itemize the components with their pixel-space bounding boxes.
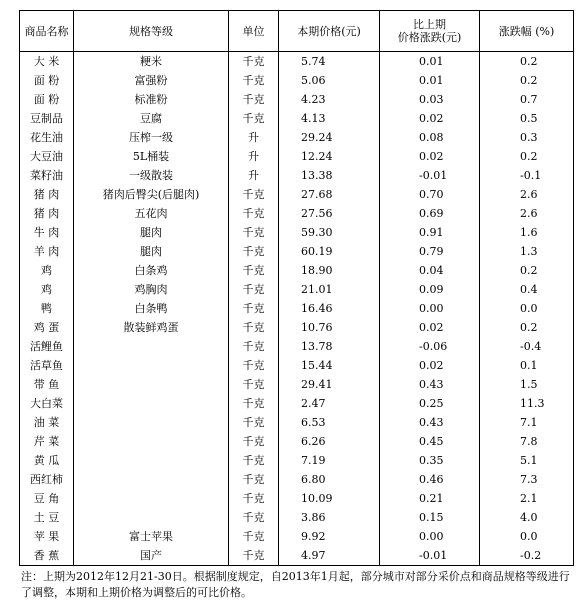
cell-change: -0.01: [380, 166, 480, 185]
table-row: [20, 185, 574, 204]
cell-unit: 千克: [229, 470, 279, 489]
cell-spec: [74, 470, 229, 489]
cell-name: 大白菜: [20, 394, 74, 413]
header-row: [20, 11, 574, 52]
table-row: [20, 280, 574, 299]
cell-change: -0.01: [380, 546, 480, 566]
footnote: 注：上期为2012年12月21-30日。根据制度规定，自2013年1月起，部分城市对部分采价点和商品规格等级进行了调整，本期和上期价格为调整后的可比价格。: [21, 570, 570, 599]
cell-spec: 标准粉: [74, 90, 229, 109]
cell-pct: 0.1: [480, 356, 574, 375]
table-row: [20, 204, 574, 223]
cell-spec: 散装鲜鸡蛋: [74, 318, 229, 337]
cell-spec: 白条鸡: [74, 261, 229, 280]
cell-price: 9.92: [279, 527, 380, 546]
cell-name: 活鲤鱼: [20, 337, 74, 356]
cell-unit: 千克: [229, 318, 279, 337]
cell-pct: 2.6: [480, 204, 574, 223]
table-header: [20, 11, 574, 52]
cell-pct: 7.1: [480, 413, 574, 432]
cell-unit: 千克: [229, 109, 279, 128]
cell-price: 12.24: [279, 147, 380, 166]
price-document: [19, 10, 573, 601]
cell-price: 2.47: [279, 394, 380, 413]
cell-spec: [74, 508, 229, 527]
cell-name: 鸡 蛋: [20, 318, 74, 337]
cell-unit: 千克: [229, 489, 279, 508]
cell-change: 0.01: [380, 71, 480, 90]
cell-unit: 千克: [229, 185, 279, 204]
cell-unit: 升: [229, 166, 279, 185]
cell-unit: 千克: [229, 375, 279, 394]
cell-name: 土 豆: [20, 508, 74, 527]
cell-pct: 4.0: [480, 508, 574, 527]
cell-spec: 一级散装: [74, 166, 229, 185]
cell-pct: -0.4: [480, 337, 574, 356]
table-row: [20, 394, 574, 413]
cell-name: 羊 肉: [20, 242, 74, 261]
cell-change: 0.45: [380, 432, 480, 451]
cell-spec: [74, 413, 229, 432]
cell-pct: 1.5: [480, 375, 574, 394]
cell-price: 59.30: [279, 223, 380, 242]
cell-change: 0.15: [380, 508, 480, 527]
cell-change: 0.02: [380, 147, 480, 166]
cell-spec: 豆腐: [74, 109, 229, 128]
cell-change: 0.35: [380, 451, 480, 470]
cell-pct: 2.1: [480, 489, 574, 508]
cell-price: 13.78: [279, 337, 380, 356]
cell-change: 0.02: [380, 109, 480, 128]
cell-name: 面 粉: [20, 90, 74, 109]
cell-name: 鸡: [20, 261, 74, 280]
cell-spec: [74, 432, 229, 451]
table-row: [20, 470, 574, 489]
cell-unit: 升: [229, 147, 279, 166]
cell-spec: 压榨一级: [74, 128, 229, 147]
cell-pct: 0.3: [480, 128, 574, 147]
cell-unit: 千克: [229, 299, 279, 318]
cell-name: 活草鱼: [20, 356, 74, 375]
cell-name: 鸡: [20, 280, 74, 299]
header-change-line2: 价格涨跌(元): [397, 31, 462, 44]
cell-change: 0.69: [380, 204, 480, 223]
cell-spec: 粳米: [74, 52, 229, 72]
cell-unit: 千克: [229, 394, 279, 413]
cell-unit: 千克: [229, 432, 279, 451]
cell-change: 0.25: [380, 394, 480, 413]
cell-price: 6.53: [279, 413, 380, 432]
cell-pct: -0.1: [480, 166, 574, 185]
table-row: [20, 128, 574, 147]
cell-pct: 0.4: [480, 280, 574, 299]
cell-unit: 千克: [229, 90, 279, 109]
cell-spec: 富强粉: [74, 71, 229, 90]
cell-price: 16.46: [279, 299, 380, 318]
cell-spec: [74, 337, 229, 356]
cell-pct: 0.0: [480, 299, 574, 318]
cell-pct: 1.3: [480, 242, 574, 261]
cell-price: 13.38: [279, 166, 380, 185]
cell-change: 0.03: [380, 90, 480, 109]
cell-pct: 2.6: [480, 185, 574, 204]
cell-spec: 白条鸭: [74, 299, 229, 318]
table-body: [20, 52, 574, 566]
header-name: 商品名称: [20, 11, 74, 52]
cell-unit: 千克: [229, 223, 279, 242]
cell-name: 花生油: [20, 128, 74, 147]
cell-name: 菜籽油: [20, 166, 74, 185]
cell-change: 0.79: [380, 242, 480, 261]
header-change: [380, 11, 480, 52]
cell-change: 0.02: [380, 356, 480, 375]
header-price: 本期价格(元): [279, 11, 380, 52]
table-row: [20, 527, 574, 546]
cell-name: 香 蕉: [20, 546, 74, 566]
cell-name: 猪 肉: [20, 204, 74, 223]
cell-unit: 千克: [229, 451, 279, 470]
cell-change: 0.00: [380, 299, 480, 318]
cell-unit: 千克: [229, 527, 279, 546]
table-row: [20, 52, 574, 72]
cell-change: 0.01: [380, 52, 480, 72]
cell-unit: 千克: [229, 413, 279, 432]
cell-pct: 0.2: [480, 52, 574, 72]
cell-spec: 猪肉后臀尖(后腿肉): [74, 185, 229, 204]
cell-unit: 千克: [229, 52, 279, 72]
cell-name: 大 米: [20, 52, 74, 72]
cell-unit: 千克: [229, 508, 279, 527]
cell-change: 0.04: [380, 261, 480, 280]
cell-name: 黄 瓜: [20, 451, 74, 470]
table-row: [20, 508, 574, 527]
cell-change: -0.06: [380, 337, 480, 356]
cell-name: 芹 菜: [20, 432, 74, 451]
cell-name: 猪 肉: [20, 185, 74, 204]
cell-pct: 5.1: [480, 451, 574, 470]
cell-pct: 0.2: [480, 318, 574, 337]
cell-pct: 0.0: [480, 527, 574, 546]
header-change-line1: 比上期: [413, 18, 446, 31]
cell-price: 5.74: [279, 52, 380, 72]
cell-price: 18.90: [279, 261, 380, 280]
cell-change: 0.46: [380, 470, 480, 489]
table-row: [20, 489, 574, 508]
cell-price: 4.97: [279, 546, 380, 566]
cell-change: 0.70: [380, 185, 480, 204]
cell-pct: 0.2: [480, 147, 574, 166]
cell-unit: 千克: [229, 546, 279, 566]
cell-price: 15.44: [279, 356, 380, 375]
header-unit: 单位: [229, 11, 279, 52]
cell-price: 21.01: [279, 280, 380, 299]
table-row: [20, 147, 574, 166]
table-row: [20, 451, 574, 470]
cell-price: 27.56: [279, 204, 380, 223]
cell-spec: [74, 375, 229, 394]
table-row: [20, 318, 574, 337]
cell-spec: 五花肉: [74, 204, 229, 223]
cell-pct: 0.2: [480, 261, 574, 280]
cell-price: 10.09: [279, 489, 380, 508]
cell-change: 0.02: [380, 318, 480, 337]
cell-change: 0.21: [380, 489, 480, 508]
cell-pct: -0.2: [480, 546, 574, 566]
table-row: [20, 356, 574, 375]
cell-pct: 11.3: [480, 394, 574, 413]
cell-spec: 鸡胸肉: [74, 280, 229, 299]
cell-spec: 5L桶装: [74, 147, 229, 166]
cell-spec: [74, 451, 229, 470]
header-spec: 规格等级: [74, 11, 229, 52]
cell-name: 牛 肉: [20, 223, 74, 242]
cell-spec: [74, 489, 229, 508]
cell-change: 0.43: [380, 413, 480, 432]
cell-name: 大豆油: [20, 147, 74, 166]
cell-pct: 0.2: [480, 71, 574, 90]
cell-spec: 富士苹果: [74, 527, 229, 546]
cell-spec: [74, 356, 229, 375]
price-table: [19, 10, 574, 566]
cell-unit: 升: [229, 128, 279, 147]
cell-name: 鸭: [20, 299, 74, 318]
cell-price: 7.19: [279, 451, 380, 470]
cell-name: 豆制品: [20, 109, 74, 128]
cell-unit: 千克: [229, 337, 279, 356]
table-row: [20, 223, 574, 242]
cell-unit: 千克: [229, 280, 279, 299]
table-row: [20, 432, 574, 451]
cell-price: 60.19: [279, 242, 380, 261]
cell-change: 0.09: [380, 280, 480, 299]
cell-price: 3.86: [279, 508, 380, 527]
cell-name: 豆 角: [20, 489, 74, 508]
cell-pct: 1.6: [480, 223, 574, 242]
cell-unit: 千克: [229, 242, 279, 261]
cell-spec: 腿肉: [74, 242, 229, 261]
table-row: [20, 71, 574, 90]
cell-name: 苹 果: [20, 527, 74, 546]
table-row: [20, 261, 574, 280]
cell-price: 29.24: [279, 128, 380, 147]
cell-spec: [74, 394, 229, 413]
cell-pct: 0.5: [480, 109, 574, 128]
cell-spec: 国产: [74, 546, 229, 566]
cell-price: 10.76: [279, 318, 380, 337]
cell-name: 西红柿: [20, 470, 74, 489]
cell-change: 0.43: [380, 375, 480, 394]
table-row: [20, 413, 574, 432]
cell-price: 5.06: [279, 71, 380, 90]
cell-change: 0.91: [380, 223, 480, 242]
cell-unit: 千克: [229, 356, 279, 375]
cell-unit: 千克: [229, 261, 279, 280]
header-pct: 涨跌幅 (%): [480, 11, 574, 52]
cell-price: 4.23: [279, 90, 380, 109]
cell-change: 0.08: [380, 128, 480, 147]
cell-change: 0.00: [380, 527, 480, 546]
table-row: [20, 337, 574, 356]
table-row: [20, 166, 574, 185]
cell-price: 6.80: [279, 470, 380, 489]
cell-pct: 7.8: [480, 432, 574, 451]
table-row: [20, 90, 574, 109]
cell-pct: 7.3: [480, 470, 574, 489]
cell-price: 29.41: [279, 375, 380, 394]
cell-price: 4.13: [279, 109, 380, 128]
table-row: [20, 375, 574, 394]
cell-price: 27.68: [279, 185, 380, 204]
cell-spec: 腿肉: [74, 223, 229, 242]
cell-price: 6.26: [279, 432, 380, 451]
cell-name: 带 鱼: [20, 375, 74, 394]
cell-pct: 0.7: [480, 90, 574, 109]
cell-unit: 千克: [229, 71, 279, 90]
cell-name: 面 粉: [20, 71, 74, 90]
table-row: [20, 299, 574, 318]
table-row: [20, 242, 574, 261]
cell-unit: 千克: [229, 204, 279, 223]
table-row: [20, 109, 574, 128]
table-row: [20, 546, 574, 566]
cell-name: 油 菜: [20, 413, 74, 432]
